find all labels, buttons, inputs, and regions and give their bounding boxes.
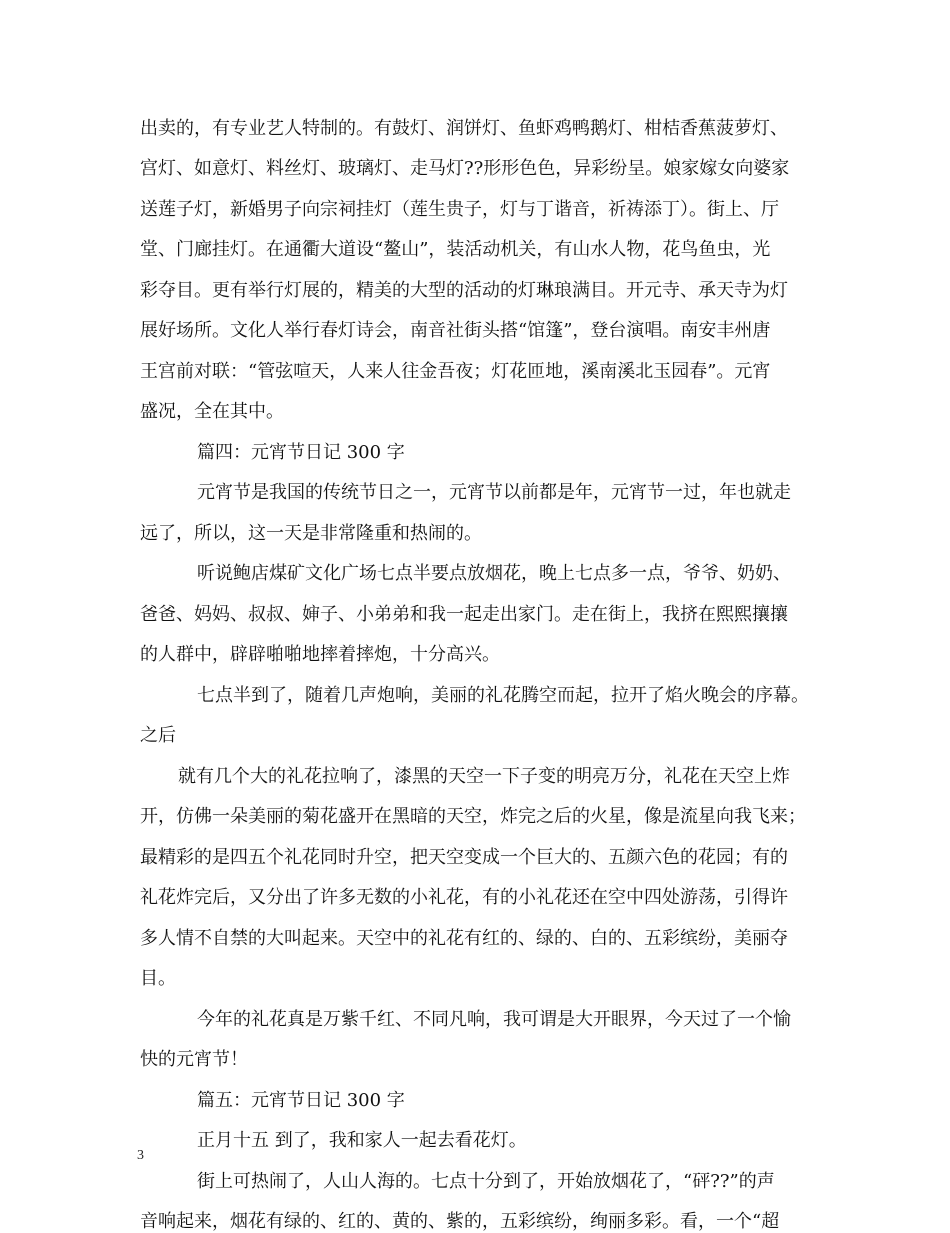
section-heading: 篇四：元宵节日记 300 字 [197,441,405,463]
paragraph-line: 元宵节是我国的传统节日之一，元宵节以前都是年，元宵节一过，年也就走 [197,482,791,504]
paragraph-line: 听说鲍店煤矿文化广场七点半要点放烟花，晚上七点多一点，爷爷、奶奶、 [197,563,791,585]
paragraph-line: 之后 [140,725,176,747]
text-line: 彩夺目。更有举行灯展的，精美的大型的活动的灯琳琅满目。开元寺、承天寺为灯 [140,279,788,301]
text-line: 展好场所。文化人举行春灯诗会，南音社街头搭“馆篷”，登台演唱。南安丰州唐 [140,320,771,342]
text-line: 堂、门廊挂灯。在通衢大道设“鳌山”，装活动机关，有山水人物，花鸟鱼虫，光 [140,239,771,261]
text-line: 盛况，全在其中。 [140,401,284,423]
paragraph-line: 七点半到了，随着几声炮响，美丽的礼花腾空而起，拉开了焰火晚会的序幕。 [197,684,809,706]
paragraph-line: 街上可热闹了，人山人海的。七点十分到了，开始放烟花了，“砰??”的声 [197,1170,775,1192]
text-line: 送莲子灯，新婚男子向宗祠挂灯（莲生贵子，灯与丁谐音，祈祷添丁）。街上、厅 [140,198,779,220]
text-line: 出卖的，有专业艺人特制的。有鼓灯、润饼灯、鱼虾鸡鸭鹅灯、柑桔香蕉菠萝灯、 [140,118,788,139]
paragraph-line: 就有几个大的礼花拉响了，漆黑的天空一下子变的明亮万分，礼花在天空上炸 [178,765,790,787]
section-heading: 篇五：元宵节日记 300 字 [197,1089,405,1111]
text-line: 宫灯、如意灯、料丝灯、玻璃灯、走马灯??形形色色，异彩纷呈。娘家嫁女向婆家 [140,158,790,180]
paragraph-line: 目。 [140,968,176,990]
paragraph-line: 爸爸、妈妈、叔叔、婶子、小弟弟和我一起走出家门。走在街上，我挤在熙熙攘攘 [140,603,788,625]
page-number: 3 [137,1148,144,1163]
paragraph-line: 正月十五 到了，我和家人一起去看花灯。 [197,1130,527,1152]
paragraph-line: 快的元宵节！ [140,1049,248,1071]
paragraph-line: 的人群中，辟辟啪啪地摔着摔炮，十分高兴。 [140,644,500,666]
paragraph-line: 最精彩的是四五个礼花同时升空，把天空变成一个巨大的、五颜六色的花园；有的 [140,846,788,868]
paragraph-line: 远了，所以，这一天是非常隆重和热闹的。 [140,522,482,544]
text-line: 王宫前对联：“管弦喧天，人来人往金吾夜；灯花匝地，溪南溪北玉园春”。元宵 [140,360,771,382]
paragraph-line: 多人情不自禁的大叫起来。天空中的礼花有红的、绿的、白的、五彩缤纷，美丽夺 [140,927,788,949]
paragraph-line: 今年的礼花真是万紫千红、不同凡响，我可谓是大开眼界，今天过了一个愉 [197,1008,791,1030]
paragraph-line: 开，仿佛一朵美丽的菊花盛开在黑暗的天空，炸完之后的火星，像是流星向我飞来； [140,806,806,828]
paragraph-line: 礼花炸完后，又分出了许多无数的小礼花，有的小礼花还在空中四处游荡，引得许 [140,887,788,909]
paragraph-line: 音响起来，烟花有绿的、红的、黄的、紫的，五彩缤纷，绚丽多彩。看，一个“超 [140,1211,780,1232]
